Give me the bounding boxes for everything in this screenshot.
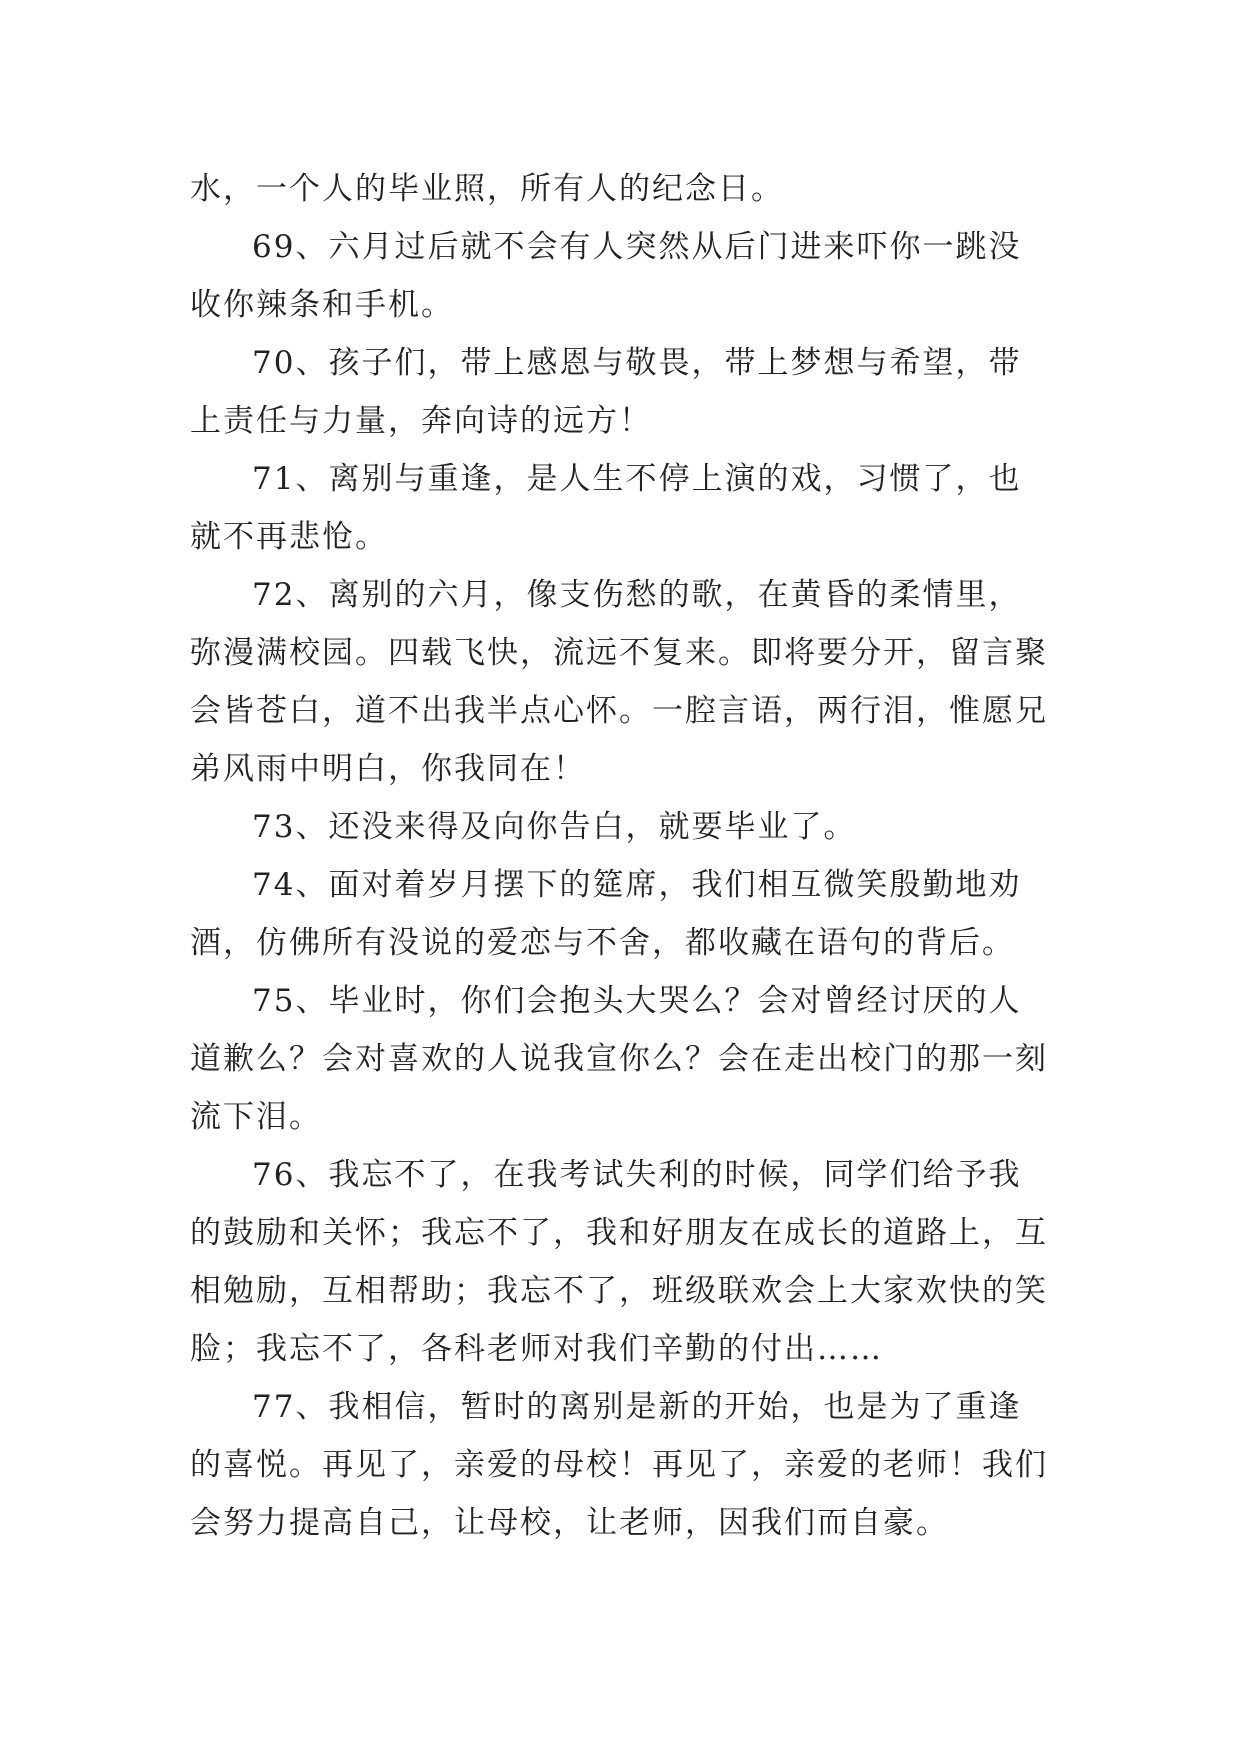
paragraph-73: 73、还没来得及向你告白，就要毕业了。: [252, 809, 857, 845]
paragraph-continuation: 水，一个人的毕业照，所有人的纪念日。: [190, 171, 784, 207]
paragraph-71: 71、离别与重逢，是人生不停上演的戏，习惯了，也就不再悲怆。: [190, 461, 1022, 555]
paragraph-77: 77、我相信，暂时的离别是新的开始，也是为了重逢的喜悦。再见了，亲爱的母校！再见了，亲爱的老师！我们会努力提高自己，让母校，让老师，因我们而自豪。: [190, 1389, 1048, 1541]
paragraph-76: 76、我忘不了，在我考试失利的时候，同学们给予我的鼓励和关怀；我忘不了，我和好朋友在成长的道路上，互相勉励，互相帮助；我忘不了，班级联欢会上大家欢快的笑脸；我忘不了，各科老师对我们辛勤的付出……: [190, 1157, 1048, 1367]
paragraph-74: 74、面对着岁月摆下的筵席，我们相互微笑殷勤地劝酒，仿佛所有没说的爱恋与不舍，都收藏在语句的背后。: [190, 867, 1022, 961]
paragraph-69: 69、六月过后就不会有人突然从后门进来吓你一跳没收你辣条和手机。: [190, 229, 1022, 323]
paragraph-75: 75、毕业时，你们会抱头大哭么？会对曾经讨厌的人道歉么？会对喜欢的人说我宣你么？会在走出校门的那一刻流下泪。: [190, 983, 1048, 1135]
document-body: [190, 160, 1050, 1552]
paragraph-70: 70、孩子们，带上感恩与敬畏，带上梦想与希望，带上责任与力量，奔向诗的远方！: [190, 345, 1022, 439]
paragraph-72: 72、离别的六月，像支伤愁的歌，在黄昏的柔情里，弥漫满校园。四载飞快，流远不复来。即将要分开，留言聚会皆苍白，道不出我半点心怀。一腔言语，两行泪，惟愿兄弟风雨中明白，你我同在！: [190, 577, 1048, 787]
